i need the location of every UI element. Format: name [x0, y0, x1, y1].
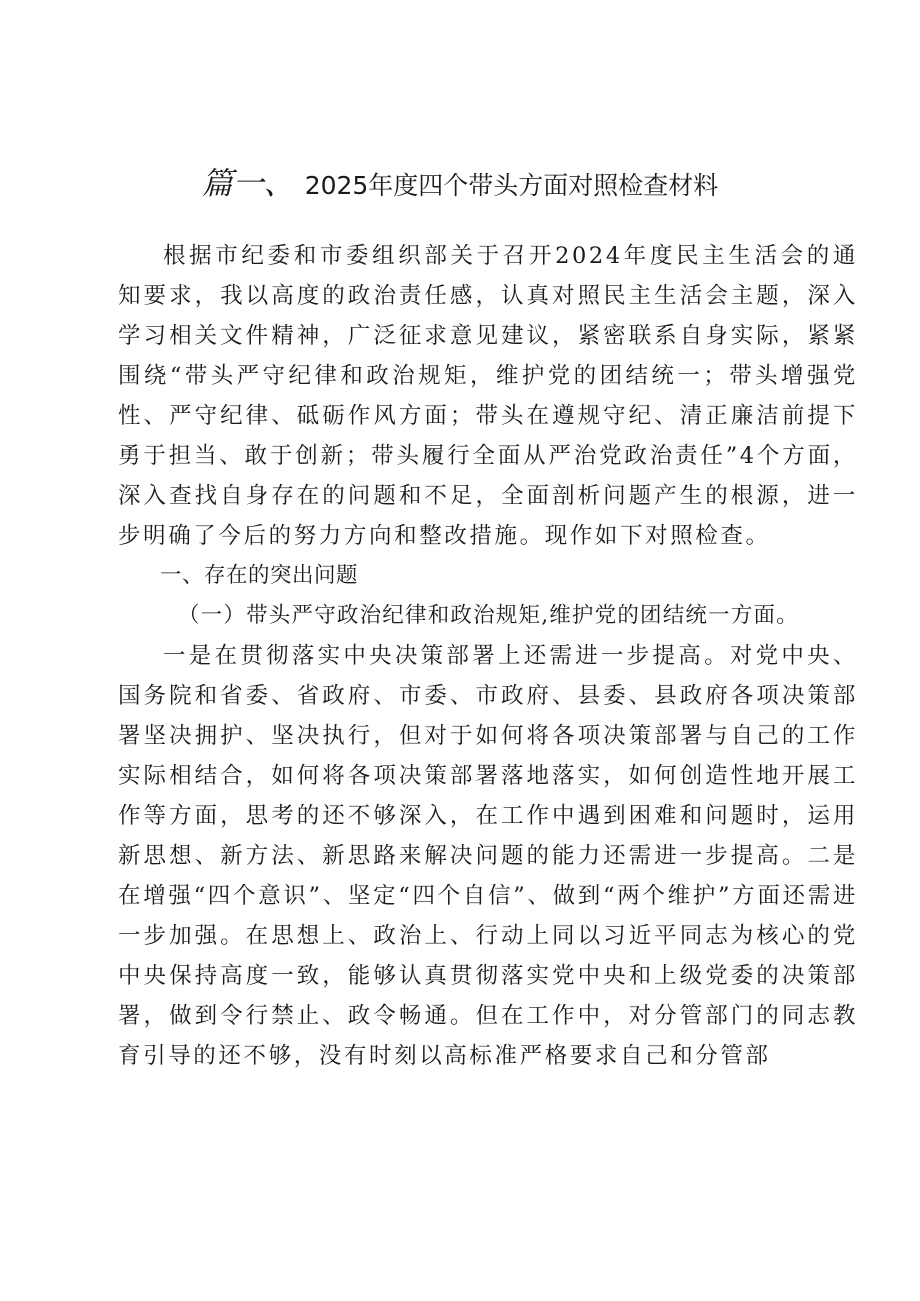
body-paragraph: 一是在贯彻落实中央决策部署上还需进一步提高。对党中央、国务院和省委、省政府、市委、市政府、县委、县政府各项决策部署坚决拥护、坚决执行，但对于如何将各项决策部署与自己的工作实际相结合，如何将各项决策部署落地落实，如何创造性地开展工作等方面，思考的还不够深入，在工作中遇到困难和问题时，运用新思想、新方法、新思路来解决问题的能力还需进一步提高。二是在增强“四个意识”、坚定“四个自信”、做到“两个维护”方面还需进一步加强。在思想上、政治上、行动上同以习近平同志为核心的党中央保持高度一致，能够认真贯彻落实党中央和上级党委的决策部署，做到令行禁止、政令畅通。但在工作中，对分管部门的同志教育引导的还不够，没有时刻以高标准严格要求自己和分管部 [118, 643, 858, 1069]
title-prefix: 篇一、 [201, 166, 295, 202]
document-body [118, 236, 858, 1076]
sub-heading: （一）带头严守政治纪律和政治规矩,维护党的团结统一方面。 [178, 603, 799, 628]
intro-paragraph: 根据市纪委和市委组织部关于召开2024年度民主生活会的通知要求，我以高度的政治责任感，认真对照民主生活会主题，深入学习相关文件精神，广泛征求意见建议，紧密联系自身实际，紧紧围绕“带头严守纪律和政治规矩，维护党的团结统一；带头增强党性、严守纪律、砥砺作风方面；带头在遵规守纪、清正廉洁前提下勇于担当、敢于创新；带头履行全面从严治党政治责任”4个方面，深入查找自身存在的问题和不足，全面剖析问题产生的根源，进一步明确了今后的努力方向和整改措施。现作如下对照检查。 [118, 243, 858, 549]
section-heading: 一、存在的突出问题 [160, 563, 359, 588]
title-text: 2025年度四个带头方面对照检查材料 [304, 171, 719, 200]
document-title [0, 158, 920, 203]
